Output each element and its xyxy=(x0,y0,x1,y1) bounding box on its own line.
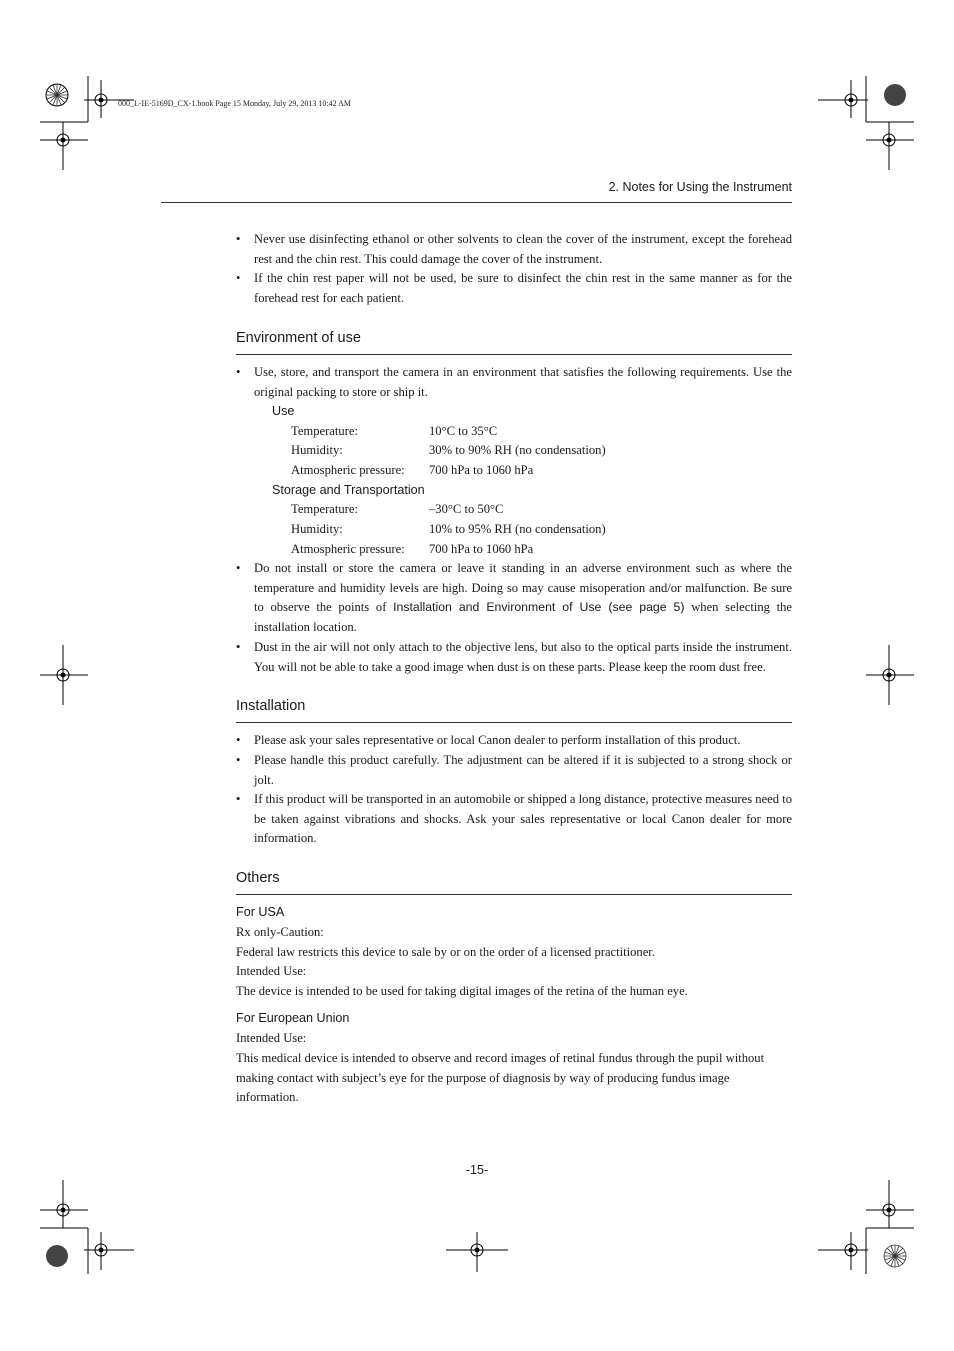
eu-intended-label: Intended Use: xyxy=(236,1031,307,1045)
list-item xyxy=(236,269,792,308)
list-item-text-pre: Do not install or store the camera or leave it standing in an adverse environment such as where the temperature and humidity levels are high. Doing so may cause misoperation and/or malfunction. Be sure to observe the points of xyxy=(254,561,792,615)
list-item xyxy=(236,790,792,849)
storage-label: Storage and Transportation xyxy=(272,483,425,497)
bullet-dot: • xyxy=(236,271,241,285)
spec-label: Temperature: xyxy=(291,502,358,516)
use-label: Use xyxy=(272,404,295,418)
spec-value: –30°C to 50°C xyxy=(429,502,504,516)
for-usa-label: For USA xyxy=(236,905,285,919)
list-item-text xyxy=(254,559,792,638)
for-eu-label: For European Union xyxy=(236,1011,350,1025)
bullet-dot: • xyxy=(236,733,241,747)
spec-label: Atmospheric pressure: xyxy=(291,463,405,477)
list-item-text: Please handle this product carefully. The adjustment can be altered if it is subjected to a strong shock or jolt. xyxy=(254,753,792,787)
list-item-text: Dust in the air will not only attach to the objective lens, but also to the optical parts inside the instrument. You will not be able to take a good image when dust is on these parts. Please keep the room dust free. xyxy=(254,640,792,674)
spec-label: Humidity: xyxy=(291,443,343,457)
section-rule xyxy=(236,722,792,723)
list-item-text: If the chin rest paper will not be used, be sure to disinfect the chin rest in the same manner as for the forehead rest for each patient. xyxy=(254,271,792,305)
spec-value: 700 hPa to 1060 hPa xyxy=(429,542,534,556)
list-item-text: Never use disinfecting ethanol or other solvents to clean the cover of the instrument, except the forehead rest and the chin rest. This could damage the cover of the instrument. xyxy=(254,232,792,266)
cross-reference-link[interactable]: Installation and Environment of Use (see page 5) xyxy=(393,600,685,615)
spec-label: Temperature: xyxy=(291,424,358,438)
spec-value: 10% to 95% RH (no condensation) xyxy=(429,522,606,536)
list-item xyxy=(236,731,792,751)
list-item-text: Use, store, and transport the camera in an environment that satisfies the following requirements. Use the original packing to store or ship it. xyxy=(254,365,792,399)
list-item xyxy=(236,751,792,790)
book-info-line: 000_L-IE-5169D_CX-1.book Page 15 Monday, July 29, 2013 10:42 AM xyxy=(118,99,352,108)
bullet-dot: • xyxy=(236,753,241,767)
section-rule xyxy=(236,894,792,895)
usa-line: Rx only-Caution: xyxy=(236,925,324,939)
spec-label: Atmospheric pressure: xyxy=(291,542,405,556)
spec-value: 10°C to 35°C xyxy=(429,424,498,438)
list-item xyxy=(236,638,792,677)
bullet-dot: • xyxy=(236,792,241,806)
usa-line: The device is intended to be used for taking digital images of the retina of the human eye. xyxy=(236,984,688,998)
list-item-text: Please ask your sales representative or local Canon dealer to perform installation of this product. xyxy=(254,733,741,747)
section-rule xyxy=(236,354,792,355)
bullet-dot: • xyxy=(236,232,241,246)
spec-label: Humidity: xyxy=(291,522,343,536)
usa-line: Federal law restricts this device to sale by or on the order of a licensed practitioner. xyxy=(236,945,655,959)
list-item-text: If this product will be transported in an automobile or shipped a long distance, protective measures need to be taken against vibrations and shocks. Ask your sales representative or local Canon dealer for more information. xyxy=(254,792,792,846)
page-number: -15- xyxy=(465,1163,489,1177)
list-item xyxy=(236,559,792,638)
spec-value: 30% to 90% RH (no condensation) xyxy=(429,443,606,457)
running-header: 2. Notes for Using the Instrument xyxy=(608,180,792,194)
spec-value: 700 hPa to 1060 hPa xyxy=(429,463,534,477)
eu-text: This medical device is intended to observe and record images of retinal fundus through the pupil without making contact with subject’s eye for the purpose of diagnosis by way of producing fundus image information. xyxy=(236,1051,765,1105)
bullet-dot: • xyxy=(236,365,241,379)
bullet-dot: • xyxy=(236,561,241,575)
section-heading-environment: Environment of use xyxy=(236,330,361,346)
header-rule xyxy=(161,202,792,203)
list-item xyxy=(236,230,792,269)
section-heading-others: Others xyxy=(236,870,280,886)
usa-line: Intended Use: xyxy=(236,964,307,978)
section-heading-installation: Installation xyxy=(236,698,306,714)
bullet-dot: • xyxy=(236,640,241,654)
list-item-text-post: when selecting the installation location. xyxy=(254,600,793,635)
list-item xyxy=(236,363,792,402)
